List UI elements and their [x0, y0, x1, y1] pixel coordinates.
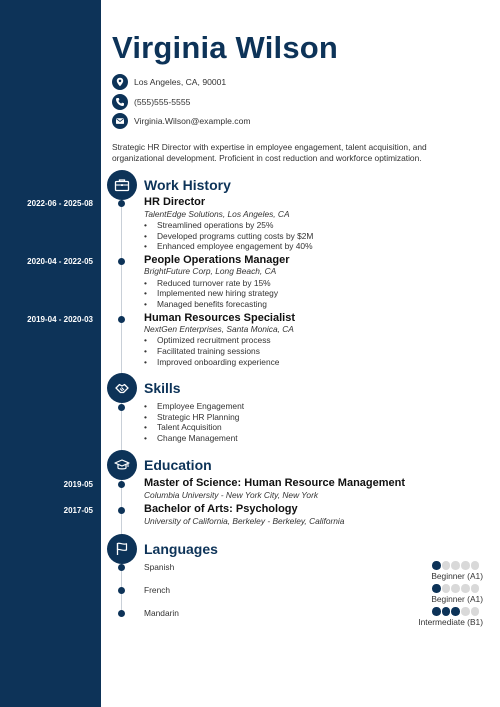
phone-icon [112, 94, 128, 110]
language-rating [432, 607, 480, 616]
rating-dot [442, 584, 451, 593]
contact-phone [112, 94, 190, 110]
work-history-heading: Work History [144, 177, 231, 193]
job-company: TalentEdge Solutions, Los Angeles, CA [144, 209, 290, 219]
rating-dot [461, 584, 470, 593]
job-company: BrightFuture Corp, Long Beach, CA [144, 266, 277, 276]
briefcase-icon [107, 170, 137, 200]
school-name: Columbia University - New York City, New York [144, 490, 319, 500]
flag-icon [107, 534, 137, 564]
job-title: Human Resources Specialist [144, 312, 296, 324]
rating-dot [451, 561, 460, 570]
degree-title: Master of Science: Human Resource Management [144, 477, 406, 489]
language-name: French [144, 585, 171, 595]
timeline-dot [118, 200, 125, 207]
job-company: NextGen Enterprises, Santa Monica, CA [144, 324, 294, 334]
contact-email [112, 113, 251, 129]
job-bullet: • Improved onboarding experience [150, 357, 279, 367]
languages-heading: Languages [144, 541, 218, 557]
timeline-dot [118, 564, 125, 571]
language-level: Beginner (A1) [431, 594, 483, 604]
rating-dot [451, 607, 460, 616]
job-bullet: • Optimized recruitment process [150, 335, 271, 345]
language-rating [432, 584, 480, 593]
rating-dot [451, 584, 460, 593]
job-title: People Operations Manager [144, 254, 290, 266]
timeline-dot [118, 481, 125, 488]
job-bullet: • Facilitated training sessions [150, 346, 260, 356]
education-heading: Education [144, 457, 212, 473]
address-text: Los Angeles, CA, 90001 [134, 77, 227, 87]
envelope-icon [112, 113, 128, 129]
skill-item: • Talent Acquisition [150, 422, 222, 432]
job-bullet: • Reduced turnover rate by 15% [150, 278, 271, 288]
language-name: Mandarin [144, 608, 179, 618]
timeline-dot [118, 587, 125, 594]
education-date: 2019-05 [63, 480, 93, 489]
rating-dot [432, 607, 441, 616]
job-dates: 2019-04 - 2020-03 [27, 315, 93, 324]
language-level: Beginner (A1) [431, 571, 483, 581]
email-link[interactable]: Virginia.Wilson@example.com [134, 116, 251, 126]
degree-title: Bachelor of Arts: Psychology [144, 503, 298, 515]
job-dates: 2022-06 - 2025-08 [27, 199, 93, 208]
skill-item: • Strategic HR Planning [150, 412, 239, 422]
rating-dot [471, 584, 480, 593]
rating-dot [442, 607, 451, 616]
rating-dot [461, 561, 470, 570]
rating-dot [461, 607, 470, 616]
timeline-dot [118, 610, 125, 617]
contact-address [112, 74, 226, 90]
school-name: University of California, Berkeley - Berkeley, California [144, 516, 345, 526]
summary: Strategic HR Director with expertise in employee engagement, talent acquisition, and organizational development. Proficient in cost reduction and workforce optimization. [112, 142, 427, 163]
timeline-dot [118, 507, 125, 514]
job-bullet: • Developed programs cutting costs by $2M [150, 231, 313, 241]
job-bullet: • Enhanced employee engagement by 40% [150, 241, 313, 251]
timeline-dot [118, 404, 125, 411]
job-bullet: • Streamlined operations by 25% [150, 220, 273, 230]
location-pin-icon [112, 74, 128, 90]
job-bullet: • Managed benefits forecasting [150, 299, 267, 309]
job-bullet: • Implemented new hiring strategy [150, 288, 278, 298]
job-dates: 2020-04 - 2022-05 [27, 257, 93, 266]
education-date: 2017-05 [63, 506, 93, 515]
candidate-name: Virginia Wilson [112, 30, 339, 65]
skill-item: • Employee Engagement [150, 401, 244, 411]
rating-dot [432, 584, 441, 593]
skill-item: • Change Management [150, 433, 238, 443]
rating-dot [471, 561, 480, 570]
timeline-dot [118, 258, 125, 265]
language-name: Spanish [144, 562, 175, 572]
job-title: HR Director [144, 196, 206, 208]
phone-text: (555)555-5555 [134, 97, 191, 107]
timeline-dot [118, 316, 125, 323]
skills-heading: Skills [144, 380, 181, 396]
handshake-icon [107, 373, 137, 403]
language-level: Intermediate (B1) [418, 617, 483, 627]
sidebar [0, 0, 101, 707]
language-rating [432, 561, 480, 570]
graduation-cap-icon [107, 450, 137, 480]
rating-dot [432, 561, 441, 570]
rating-dot [442, 561, 451, 570]
rating-dot [471, 607, 480, 616]
